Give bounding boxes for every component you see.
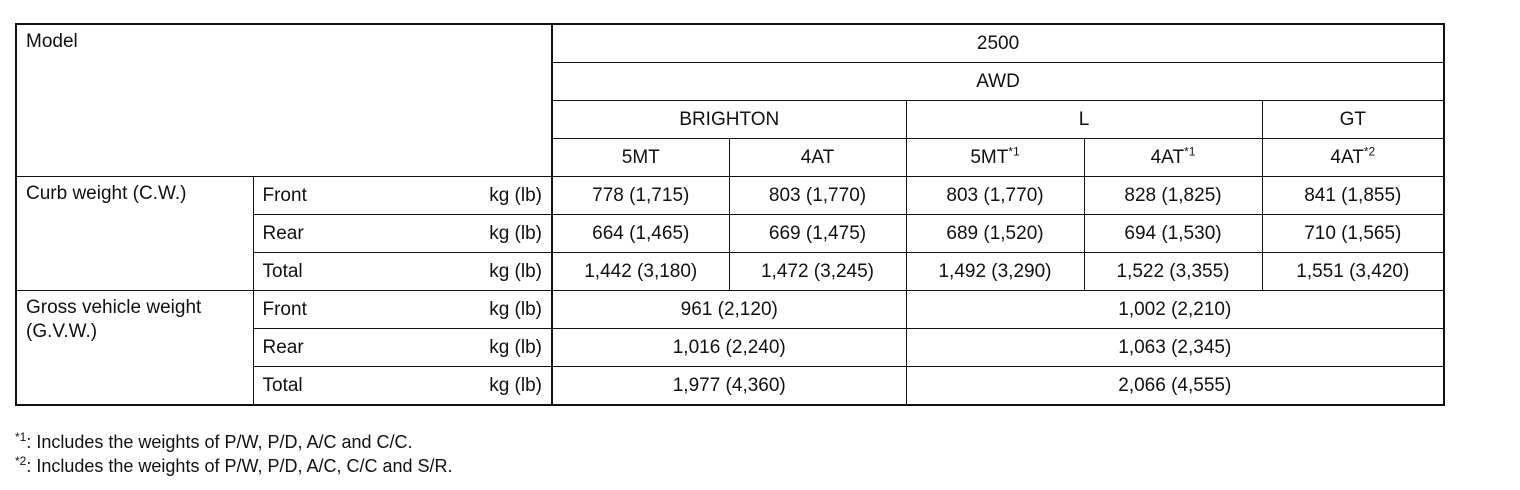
table-cell: 1,492 (3,290) [906, 253, 1084, 291]
unit-label: kg (lb) [489, 261, 542, 282]
row-label-cell: Total kg (lb) [253, 253, 552, 291]
unit-label: kg (lb) [489, 223, 542, 244]
table-row [16, 177, 1444, 215]
table-cell: 1,016 (2,240) [552, 329, 906, 367]
table-row [16, 291, 1444, 329]
table-cell: 664 (1,465) [552, 215, 729, 253]
table-cell: 778 (1,715) [552, 177, 729, 215]
model-header-cell [16, 24, 552, 177]
transmission-header: 5MT$^{*1}$ [906, 139, 1084, 177]
transmission-header: 5MT [552, 139, 729, 177]
curb-weight-label: Curb weight (C.W.) [16, 177, 253, 291]
drive-header: AWD [552, 63, 1444, 101]
unit-label: kg (lb) [489, 337, 542, 358]
model-label: Model [26, 31, 78, 52]
table-cell: 828 (1,825) [1084, 177, 1262, 215]
header-row-engine [16, 24, 1444, 63]
table-cell: 803 (1,770) [906, 177, 1084, 215]
grade-header-brighton: BRIGHTON [552, 101, 906, 139]
row-label-cell: Front kg (lb) [253, 177, 552, 215]
row-label-cell: Total kg (lb) [253, 367, 552, 406]
table-cell: 841 (1,855) [1262, 177, 1444, 215]
grade-header-gt: GT [1262, 101, 1444, 139]
unit-label: kg (lb) [489, 299, 542, 320]
table-cell: 1,442 (3,180) [552, 253, 729, 291]
row-label-cell: Rear kg (lb) [253, 329, 552, 367]
row-label-cell: Rear kg (lb) [253, 215, 552, 253]
table-cell: 1,551 (3,420) [1262, 253, 1444, 291]
table-cell: 1,002 (2,210) [906, 291, 1444, 329]
table-cell: 689 (1,520) [906, 215, 1084, 253]
table-cell: 1,063 (2,345) [906, 329, 1444, 367]
footnotes [15, 430, 453, 478]
weight-spec-table [15, 23, 1445, 406]
table-cell: 1,472 (3,245) [729, 253, 906, 291]
table-cell: 710 (1,565) [1262, 215, 1444, 253]
table-cell: 669 (1,475) [729, 215, 906, 253]
table-cell: 2,066 (4,555) [906, 367, 1444, 406]
row-label-cell: Front kg (lb) [253, 291, 552, 329]
transmission-header: 4AT$^{*1}$ [1084, 139, 1262, 177]
gvw-label: Gross vehicle weight (G.V.W.) [16, 291, 253, 406]
grade-header-l: L [906, 101, 1262, 139]
table-cell: 694 (1,530) [1084, 215, 1262, 253]
engine-header: 2500 [552, 24, 1444, 63]
unit-label: kg (lb) [489, 185, 542, 206]
table-cell: 1,522 (3,355) [1084, 253, 1262, 291]
table-cell: 1,977 (4,360) [552, 367, 906, 406]
unit-label: kg (lb) [489, 375, 542, 396]
table-cell: 961 (2,120) [552, 291, 906, 329]
footnote-1: $^{*1}$: Includes the weights of P/W, P/D, A/C and C/C. [15, 430, 413, 452]
footnote-2: $^{*2}$: Includes the weights of P/W, P/D, A/C, C/C and S/R. [15, 454, 453, 476]
transmission-header: 4AT$^{*2}$ [1262, 139, 1444, 177]
table-cell: 803 (1,770) [729, 177, 906, 215]
transmission-header: 4AT [729, 139, 906, 177]
